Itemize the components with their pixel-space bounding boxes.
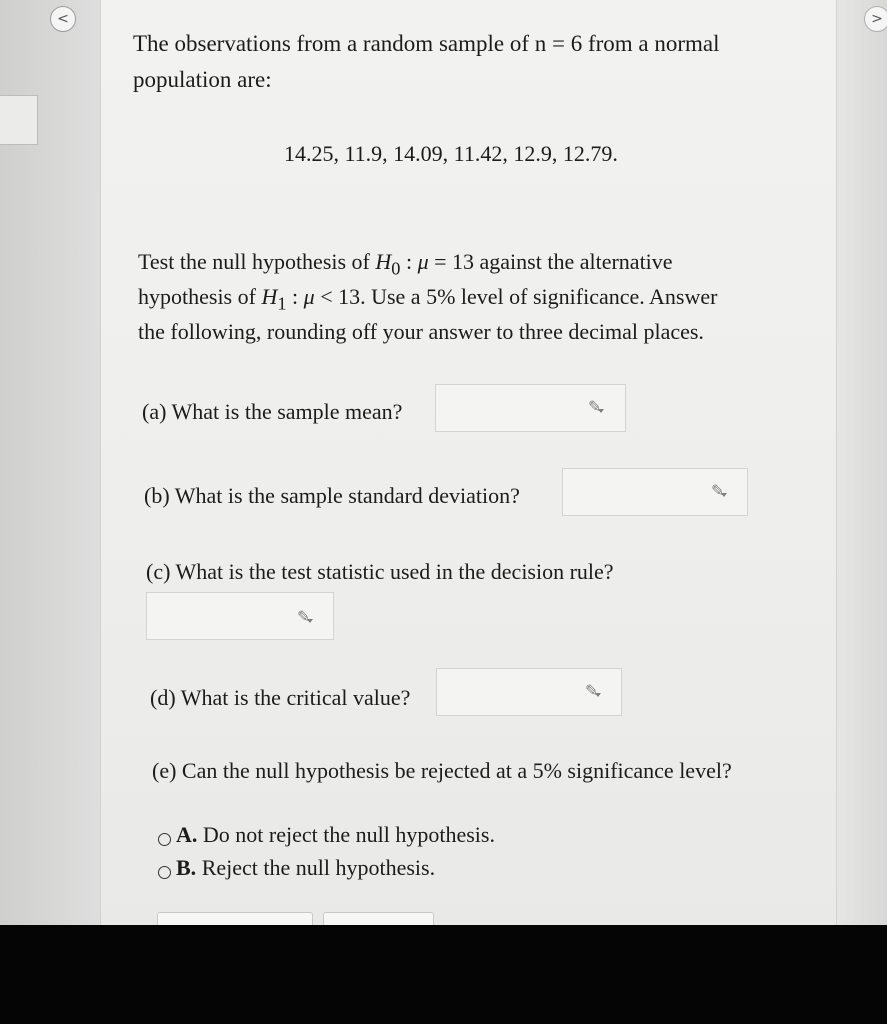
sample-std-deviation-input[interactable] [562, 468, 748, 516]
right-margin [835, 0, 887, 930]
option-b-key: B. [176, 855, 197, 880]
hypothesis-line-2: hypothesis of $H_1$ : μ < 13. Use a 5% level of significance. Answer [138, 284, 718, 314]
option-b-label: Reject the null hypothesis. [196, 855, 436, 880]
option-a-label: Do not reject the null hypothesis. [197, 822, 495, 847]
chevron-left-icon: < [57, 11, 69, 27]
intro-line-2: population are: [133, 67, 272, 92]
pencil-icon[interactable]: ✎ [585, 681, 599, 700]
hypothesis-line-3: the following, rounding off your answer to three decimal places. [138, 319, 704, 344]
part-e-label: (e) Can the null hypothesis be rejected at a 5% significance level? [152, 758, 732, 783]
left-side-box [0, 95, 38, 145]
next-item-arrow-button[interactable] [864, 6, 887, 32]
intro-line-1: The observations from a random sample of n = 6 from a normal [133, 31, 720, 56]
chevron-right-icon: > [871, 11, 883, 27]
pencil-icon[interactable]: ✎ [588, 397, 602, 416]
previous-item-button[interactable] [50, 6, 76, 32]
test-statistic-input[interactable] [146, 592, 334, 640]
part-b-label: (b) What is the sample standard deviation? [144, 483, 520, 508]
sample-mean-input[interactable] [435, 384, 626, 432]
part-d-label: (d) What is the critical value? [150, 685, 411, 710]
pencil-icon[interactable]: ✎ [711, 481, 725, 500]
hypothesis-line-1: Test the null hypothesis of $H_0$ : μ = 13 against the alternative [138, 249, 673, 279]
radio-icon[interactable] [158, 866, 171, 879]
critical-value-input[interactable] [436, 668, 622, 716]
radio-icon[interactable] [158, 833, 171, 846]
observation-values: 14.25, 11.9, 14.09, 11.42, 12.9, 12.79. [284, 141, 618, 166]
part-a-label: (a) What is the sample mean? [142, 399, 403, 424]
option-a-key: A. [176, 822, 198, 847]
pencil-icon[interactable]: ✎ [297, 607, 311, 626]
part-c-label: (c) What is the test statistic used in the decision rule? [146, 559, 614, 584]
bottom-dark-band [0, 925, 887, 1024]
